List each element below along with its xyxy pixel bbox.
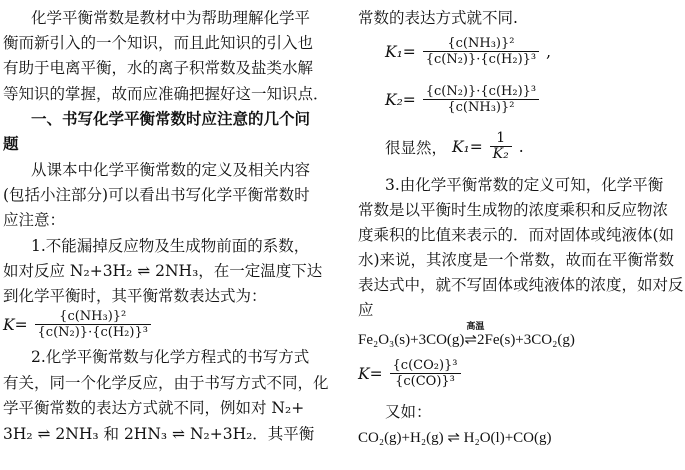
fraction-denominator: {c(CO)}³ xyxy=(395,374,455,389)
paragraph-line: 等知识的掌握，故而应准确把握好这一知识点． xyxy=(3,85,329,103)
formula-lhs: K= xyxy=(3,315,28,334)
formula-tail: , xyxy=(546,42,552,61)
fraction-numerator: {c(NH₃)}² xyxy=(423,36,539,52)
paragraph-line: (包括小注部分)可以看出书写化学平衡常数时 xyxy=(3,186,310,204)
paragraph-line: 常数是以平衡时生成物的浓度乘积和反应物浓 xyxy=(358,201,669,219)
fraction xyxy=(423,84,539,115)
fraction-denominator: {c(N₂)}·{c(H₂)}³ xyxy=(425,52,537,67)
paragraph-line: 3H₂ ⇌ 2NH₃ 和 2HN₃ ⇌ N₂+3H₂．其平衡 xyxy=(3,425,315,443)
paragraph-line: 1.不能漏掉反应物及生成物前面的系数， xyxy=(31,237,310,255)
reaction-condition: 高温 xyxy=(466,321,485,331)
paragraph-line: 到化学平衡时，其平衡常数表达式为： xyxy=(3,287,267,305)
fraction-numerator: {c(NH₃)}² xyxy=(35,309,151,325)
formula-lhs: K₂= xyxy=(385,90,416,109)
reaction-equation-1 xyxy=(358,321,575,349)
fraction xyxy=(423,36,539,67)
fraction-numerator: 1 xyxy=(490,131,512,147)
reaction-equation-2: CO₂(g)+H₂(g) ⇌ H₂O(l)+CO(g) xyxy=(358,430,552,446)
formula-lhs: K₁= xyxy=(451,137,483,156)
formula-k1 xyxy=(385,36,551,67)
fraction xyxy=(490,131,512,162)
paragraph-line: 水)来说，其浓度是一个常数，故而在平衡常数 xyxy=(358,251,675,269)
paragraph-line: 衡而新引入的一个知识，而且此知识的引入也 xyxy=(3,34,314,52)
formula-lhs: K₁= xyxy=(385,42,416,61)
paragraph-line: 有关，同一个化学反应，由于书写方式不同，化 xyxy=(3,374,329,392)
paragraph-line: 3.由化学平衡常数的定义可知，化学平衡 xyxy=(385,176,664,194)
reaction-products: 2Fe(s)+3CO₂(g) xyxy=(476,332,575,348)
paragraph-line: 2.化学平衡常数与化学方程式的书写方式 xyxy=(31,348,310,366)
formula-lhs: K= xyxy=(358,364,383,383)
fraction-denominator: {c(N₂)}·{c(H₂)}³ xyxy=(37,325,148,340)
paragraph-line: 学平衡常数的表达方式就不同，例如对 N₂+ xyxy=(3,399,305,417)
reaction-reactants: Fe₂O₃(s)+3CO(g) xyxy=(358,332,465,348)
fraction-numerator: {c(CO₂)}³ xyxy=(390,358,461,374)
formula-k3 xyxy=(358,358,461,389)
fraction xyxy=(35,309,151,340)
fraction-denominator: K₂ xyxy=(492,146,509,162)
section-heading-line: 题 xyxy=(3,134,19,153)
paragraph-line: 应注意： xyxy=(3,211,66,229)
paragraph-line: 化学平衡常数是教材中为帮助理解化学平 xyxy=(31,9,311,27)
reaction-arrow xyxy=(464,321,485,349)
fraction xyxy=(390,358,461,389)
formula-prefix: 很显然， xyxy=(385,138,448,157)
formula-k xyxy=(3,309,151,340)
formula-tail: . xyxy=(518,137,524,156)
formula-k2 xyxy=(385,84,539,115)
paragraph-line: 如对反应 N₂+3H₂ ⇌ 2NH₃，在一定温度下达 xyxy=(3,262,323,280)
equilibrium-arrow-icon: ⇌ xyxy=(464,332,477,348)
paragraph-line: 表达式中，就不写固体或纯液体的浓度，如对反 xyxy=(358,276,684,294)
paragraph-line: 有助于电离平衡，水的离子积常数及盐类水解 xyxy=(3,59,314,77)
fraction-numerator: {c(N₂)}·{c(H₂)}³ xyxy=(423,84,539,100)
formula-k1-reciprocal xyxy=(385,131,524,162)
fraction-denominator: {c(NH₃)}² xyxy=(447,100,515,115)
paragraph-line: 度乘积的比值来表示的．而对固体或纯液体(如 xyxy=(358,226,675,244)
paragraph-line: 又如： xyxy=(385,403,432,421)
paragraph-line: 从课本中化学平衡常数的定义及相关内容 xyxy=(31,161,311,179)
section-heading-line: 一、书写化学平衡常数时应注意的几个问 xyxy=(31,109,311,128)
paragraph-line: 常数的表达方式就不同. xyxy=(358,9,518,27)
paragraph-line: 应 xyxy=(358,301,374,319)
